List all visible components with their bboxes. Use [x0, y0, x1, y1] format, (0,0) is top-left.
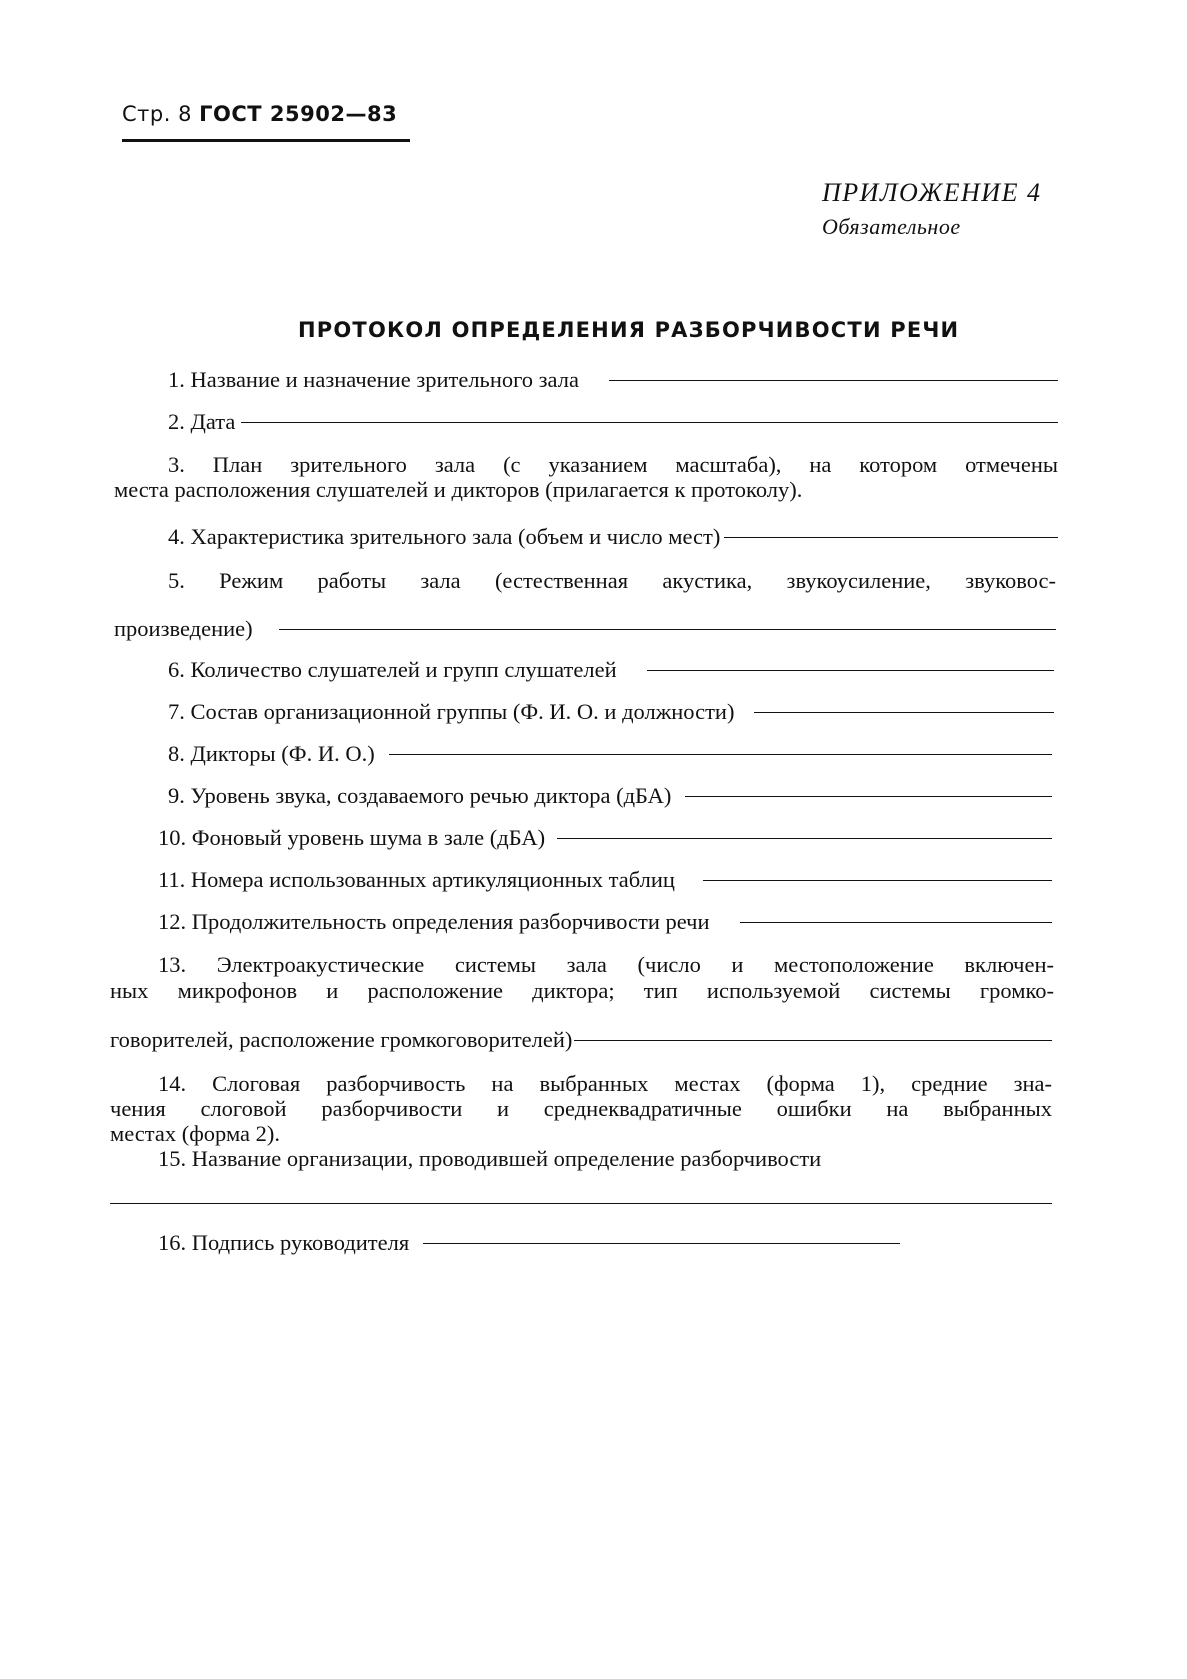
- item-6: [168, 657, 1054, 687]
- header-rule: [122, 139, 410, 142]
- item-8-label: 8. Дикторы (Ф. И. О.): [168, 741, 375, 766]
- item-13-line-3: [110, 1027, 1052, 1057]
- item-15-label: 15. Название организации, проводившей определение разборчивости: [158, 1146, 822, 1171]
- item-12: [158, 909, 1052, 939]
- item-2: [168, 409, 1058, 439]
- item-14-line-2: чения слоговой разборчивости и среднеквадратичные ошибки на выбранных: [110, 1096, 1052, 1121]
- appendix-status: Обязательное: [822, 214, 961, 239]
- gost-number: ГОСТ 25902—83: [199, 102, 398, 126]
- item-2-label: 2. Дата: [168, 409, 236, 434]
- item-10-blank: [557, 838, 1052, 839]
- item-9-label: 9. Уровень звука, создаваемого речью диктора (дБА): [168, 783, 672, 808]
- item-5-blank: [279, 629, 1056, 630]
- item-14-line-1: 14. Слоговая разборчивость на выбранных местах (форма 1), средние зна-: [158, 1071, 1052, 1096]
- item-4: [168, 524, 1058, 554]
- item-9: [168, 783, 1052, 813]
- item-1-label: 1. Название и назначение зрительного зала: [168, 367, 579, 392]
- item-5-label: произведение): [114, 616, 253, 641]
- item-5-line-1: 5. Режим работы зала (естественная акустика, звукоусиление, звуковос-: [168, 568, 1056, 593]
- item-1-blank: [609, 380, 1058, 381]
- document-title: ПРОТОКОЛ ОПРЕДЕЛЕНИЯ РАЗБОРЧИВОСТИ РЕЧИ: [298, 318, 960, 342]
- item-7-label: 7. Состав организационной группы (Ф. И. О. и должности): [168, 699, 735, 724]
- item-9-blank: [685, 796, 1052, 797]
- item-12-blank: [740, 922, 1052, 923]
- item-8: [168, 741, 1052, 771]
- item-13-label: говорителей, расположение громкоговорителей): [110, 1027, 573, 1052]
- item-16-blank: [423, 1243, 900, 1244]
- item-10: [158, 825, 1052, 855]
- item-3-line-2: места расположения слушателей и дикторов (прилагается к протоколу).: [114, 477, 803, 502]
- item-3-line-1: 3. План зрительного зала (с указанием масштаба), на котором отмечены: [168, 452, 1058, 477]
- appendix-title: ПРИЛОЖЕНИЕ 4: [822, 178, 1042, 207]
- item-13-blank: [574, 1040, 1052, 1041]
- item-4-blank: [724, 537, 1058, 538]
- page-number: Стр. 8: [122, 102, 192, 126]
- item-10-label: 10. Фоновый уровень шума в зале (дБА): [158, 825, 546, 850]
- item-8-blank: [389, 754, 1052, 755]
- item-11: [158, 867, 1052, 897]
- item-16-label: 16. Подпись руководителя: [158, 1230, 410, 1255]
- item-13-line-2: ных микрофонов и расположение диктора; тип используемой системы громко-: [110, 978, 1054, 1003]
- item-7: [168, 699, 1054, 729]
- item-12-label: 12. Продолжительность определения разборчивости речи: [158, 909, 710, 934]
- item-4-label: 4. Характеристика зрительного зала (объем и число мест): [168, 524, 721, 549]
- item-6-label: 6. Количество слушателей и групп слушателей: [168, 657, 617, 682]
- item-5-line-2: [114, 616, 1056, 646]
- item-13-line-1: 13. Электроакустические системы зала (число и местоположение включен-: [158, 952, 1054, 977]
- page-header: [122, 102, 397, 126]
- item-15-blank: [110, 1203, 1052, 1204]
- item-1: [168, 367, 1058, 397]
- item-11-label: 11. Номера использованных артикуляционных таблиц: [158, 867, 675, 892]
- item-14-line-3: местах (форма 2).: [110, 1121, 281, 1146]
- item-16: [158, 1230, 900, 1260]
- item-7-blank: [754, 712, 1054, 713]
- item-2-blank: [241, 422, 1058, 423]
- item-6-blank: [647, 670, 1054, 671]
- item-11-blank: [703, 880, 1052, 881]
